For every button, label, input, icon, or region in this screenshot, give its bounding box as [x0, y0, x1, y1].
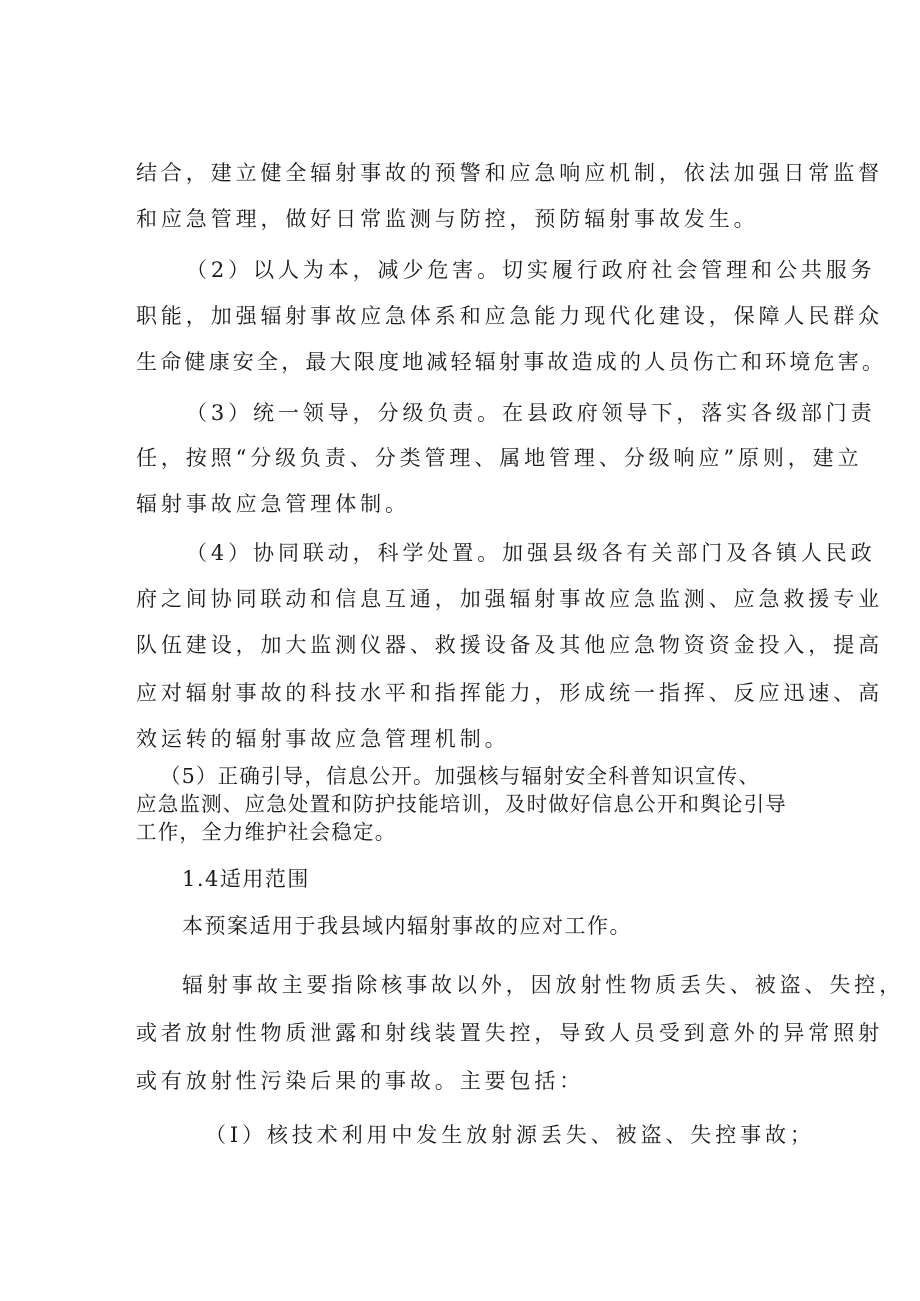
- principle-2-line-1: （2）以人为本，减少危害。切实履行政府社会管理和公共服务: [186, 258, 876, 282]
- scope-paragraph: 本预案适用于我县域内辐射事故的应对工作。: [182, 914, 632, 938]
- principle-4-line-5: 效运转的辐射事故应急管理机制。: [136, 727, 510, 751]
- body-line-2: 和应急管理，做好日常监测与防控，预防辐射事故发生。: [136, 207, 759, 231]
- principle-4-line-4: 应对辐射事故的科技水平和指挥能力，形成统一指挥、反应迅速、高: [136, 681, 883, 705]
- principle-5-line-1: （5）正确引导，信息公开。加强核与辐射安全科普知识宣传、: [160, 764, 761, 788]
- definition-line-2: 或者放射性物质泄露和射线装置失控，导致人员受到意外的异常照射: [136, 1021, 883, 1045]
- principle-4-line-1: （4）协同联动，科学处置。加强县级各有关部门及各镇人民政: [186, 541, 876, 565]
- definition-line-3: 或有放射性污染后果的事故。主要包括：: [136, 1069, 585, 1093]
- principle-4-line-2: 府之间协同联动和信息互通，加强辐射事故应急监测、应急救援专业: [136, 587, 883, 611]
- principle-2-line-3: 生命健康安全，最大限度地减轻辐射事故造成的人员伤亡和环境危害。: [136, 350, 887, 374]
- section-heading-1-4: 1.4适用范围: [182, 867, 310, 891]
- body-line-1: 结合，建立健全辐射事故的预警和应急响应机制，依法加强日常监督: [136, 161, 883, 185]
- principle-2-line-2: 职能，加强辐射事故应急体系和应急能力现代化建设，保障人民群众: [136, 304, 883, 328]
- list-item-1: （I）核技术利用中发生放射源丢失、被盗、失控事故；: [205, 1123, 815, 1147]
- principle-5-line-3: 工作，全力维护社会稳定。: [136, 820, 397, 844]
- principle-3-line-1: （3）统一领导，分级负责。在县政府领导下，落实各级部门责: [186, 401, 876, 425]
- definition-line-1: 辐射事故主要指除核事故以外，因放射性物质丢失、被盗、失控，: [182, 973, 905, 997]
- principle-3-line-2: 任，按照“分级负责、分类管理、属地管理、分级响应”原则，建立: [136, 446, 863, 470]
- principle-4-line-3: 队伍建设，加大监测仪器、救援设备及其他应急物资资金投入，提高: [136, 633, 883, 657]
- principle-5-line-2: 应急监测、应急处置和防护技能培训，及时做好信息公开和舆论引导: [136, 792, 787, 816]
- principle-3-line-3: 辐射事故应急管理体制。: [136, 492, 410, 516]
